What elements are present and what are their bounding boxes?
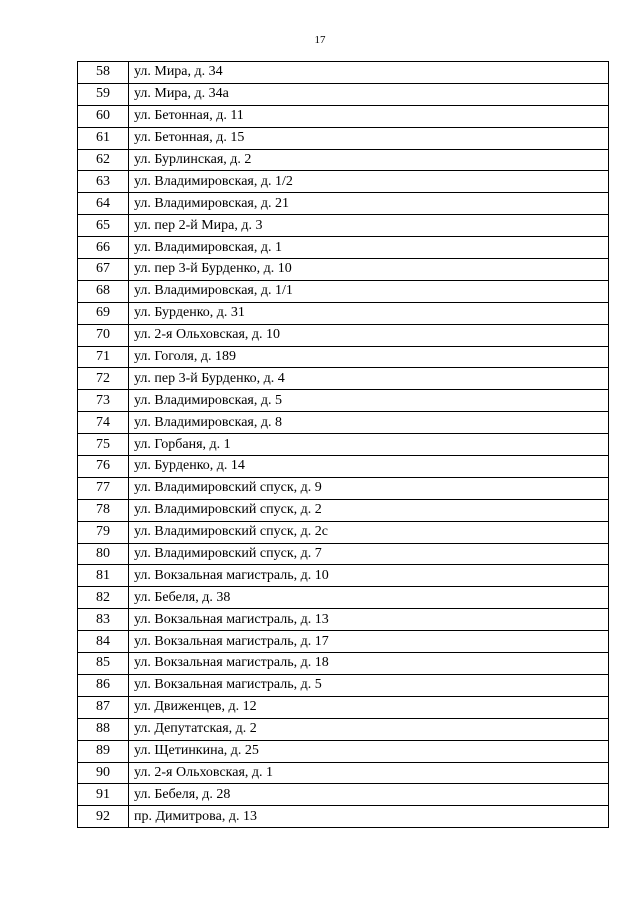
address-table (77, 61, 609, 828)
row-number: 75 (78, 434, 129, 456)
row-address: ул. Владимировская, д. 1/1 (129, 280, 609, 302)
row-number: 63 (78, 171, 129, 193)
row-number: 85 (78, 653, 129, 675)
table-row (78, 280, 609, 302)
table-row (78, 456, 609, 478)
table-row (78, 653, 609, 675)
row-number: 82 (78, 587, 129, 609)
row-address: ул. пер 2-й Мира, д. 3 (129, 215, 609, 237)
row-address: ул. Мира, д. 34а (129, 83, 609, 105)
row-address: ул. Гоголя, д. 189 (129, 346, 609, 368)
row-number: 86 (78, 674, 129, 696)
table-row (78, 171, 609, 193)
row-address: ул. Владимировская, д. 5 (129, 390, 609, 412)
table-body (78, 62, 609, 828)
table-row (78, 368, 609, 390)
table-row (78, 784, 609, 806)
row-number: 84 (78, 631, 129, 653)
row-number: 81 (78, 565, 129, 587)
table-row (78, 477, 609, 499)
row-address: ул. Бебеля, д. 28 (129, 784, 609, 806)
row-number: 90 (78, 762, 129, 784)
row-address: ул. Владимировский спуск, д. 7 (129, 543, 609, 565)
row-address: ул. Бебеля, д. 38 (129, 587, 609, 609)
table-row (78, 302, 609, 324)
table-row (78, 674, 609, 696)
row-number: 69 (78, 302, 129, 324)
row-number: 72 (78, 368, 129, 390)
table-row (78, 193, 609, 215)
table-row (78, 62, 609, 84)
row-number: 73 (78, 390, 129, 412)
table-row (78, 346, 609, 368)
row-address: ул. Вокзальная магистраль, д. 10 (129, 565, 609, 587)
row-number: 59 (78, 83, 129, 105)
row-address: ул. Владимировская, д. 8 (129, 412, 609, 434)
row-number: 89 (78, 740, 129, 762)
row-address: ул. Владимировский спуск, д. 2 (129, 499, 609, 521)
row-number: 58 (78, 62, 129, 84)
table-row (78, 521, 609, 543)
table-row (78, 499, 609, 521)
table-row (78, 609, 609, 631)
table-row (78, 740, 609, 762)
row-address: ул. Вокзальная магистраль, д. 18 (129, 653, 609, 675)
row-address: ул. Бурденко, д. 31 (129, 302, 609, 324)
row-address: ул. Вокзальная магистраль, д. 17 (129, 631, 609, 653)
row-address: ул. Мира, д. 34 (129, 62, 609, 84)
table-row (78, 390, 609, 412)
row-number: 61 (78, 127, 129, 149)
row-number: 87 (78, 696, 129, 718)
table-row (78, 434, 609, 456)
row-address: ул. Владимировская, д. 1/2 (129, 171, 609, 193)
row-number: 71 (78, 346, 129, 368)
row-number: 62 (78, 149, 129, 171)
row-number: 76 (78, 456, 129, 478)
table-row (78, 718, 609, 740)
row-address: ул. Горбаня, д. 1 (129, 434, 609, 456)
row-number: 67 (78, 259, 129, 281)
row-address: ул. Владимировская, д. 21 (129, 193, 609, 215)
row-number: 80 (78, 543, 129, 565)
row-number: 68 (78, 280, 129, 302)
row-number: 64 (78, 193, 129, 215)
row-number: 88 (78, 718, 129, 740)
table-row (78, 762, 609, 784)
row-address: ул. Бетонная, д. 15 (129, 127, 609, 149)
row-address: пр. Димитрова, д. 13 (129, 806, 609, 828)
table-row (78, 587, 609, 609)
row-number: 65 (78, 215, 129, 237)
row-address: ул. Бурлинская, д. 2 (129, 149, 609, 171)
row-address: ул. пер 3-й Бурденко, д. 4 (129, 368, 609, 390)
row-address: ул. Движенцев, д. 12 (129, 696, 609, 718)
row-number: 78 (78, 499, 129, 521)
table-row (78, 696, 609, 718)
table-row (78, 127, 609, 149)
row-number: 92 (78, 806, 129, 828)
table-row (78, 105, 609, 127)
table-row (78, 565, 609, 587)
table-row (78, 412, 609, 434)
table-row (78, 259, 609, 281)
table-row (78, 149, 609, 171)
table-row (78, 631, 609, 653)
row-address: ул. Владимировская, д. 1 (129, 237, 609, 259)
row-address: ул. 2-я Ольховская, д. 10 (129, 324, 609, 346)
row-number: 60 (78, 105, 129, 127)
row-address: ул. Владимировский спуск, д. 9 (129, 477, 609, 499)
table-row (78, 543, 609, 565)
row-number: 70 (78, 324, 129, 346)
table-row (78, 83, 609, 105)
row-address: ул. Депутатская, д. 2 (129, 718, 609, 740)
table-row (78, 237, 609, 259)
table-row (78, 324, 609, 346)
row-number: 66 (78, 237, 129, 259)
row-address: ул. Щетинкина, д. 25 (129, 740, 609, 762)
row-address: ул. Бурденко, д. 14 (129, 456, 609, 478)
row-address: ул. Владимировский спуск, д. 2с (129, 521, 609, 543)
row-number: 83 (78, 609, 129, 631)
row-number: 91 (78, 784, 129, 806)
row-address: ул. Вокзальная магистраль, д. 13 (129, 609, 609, 631)
table-row (78, 806, 609, 828)
row-address: ул. пер 3-й Бурденко, д. 10 (129, 259, 609, 281)
row-address: ул. Вокзальная магистраль, д. 5 (129, 674, 609, 696)
row-address: ул. Бетонная, д. 11 (129, 105, 609, 127)
table-row (78, 215, 609, 237)
page-number: 17 (314, 34, 326, 46)
row-number: 74 (78, 412, 129, 434)
row-number: 79 (78, 521, 129, 543)
row-number: 77 (78, 477, 129, 499)
row-address: ул. 2-я Ольховская, д. 1 (129, 762, 609, 784)
